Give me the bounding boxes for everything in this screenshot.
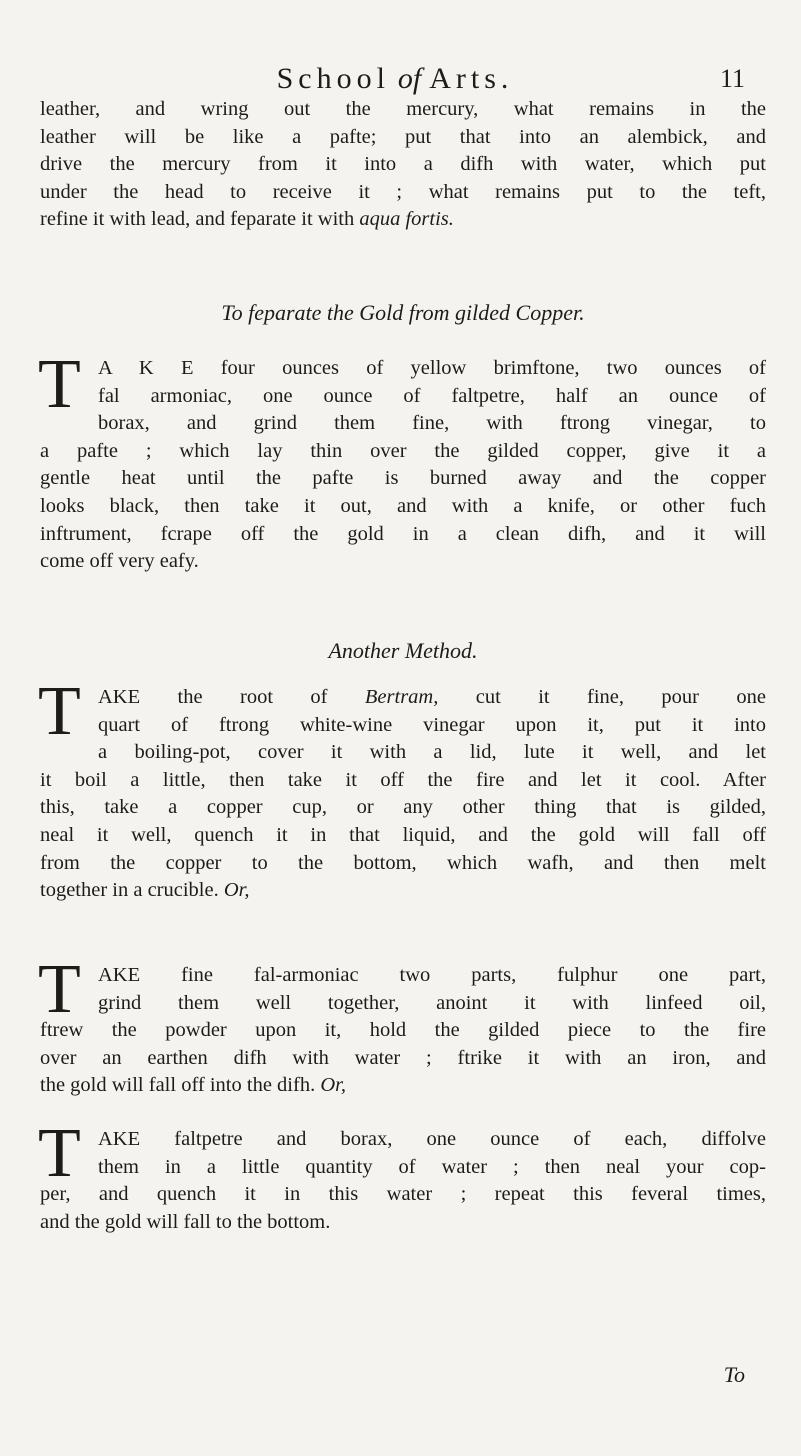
text-line: [40, 206, 766, 234]
text-line: A K E four ounces of yellow brimftone, two ounces of: [98, 357, 766, 379]
drop-cap: T: [38, 346, 81, 423]
running-head-school: School: [276, 62, 390, 95]
text-line: a pafte ; which lay thin over the gilded copper, give it a: [40, 439, 766, 462]
paragraph-2: [38, 673, 766, 905]
text-line: over an earthen difh with water ; ftrike it with an iron, and: [40, 1046, 766, 1069]
paragraph-1: [38, 346, 766, 576]
catchword: To: [723, 1362, 745, 1387]
text-line: AKE faltpetre and borax, one ounce of each, diffolve: [98, 1128, 766, 1150]
page-number: 11: [719, 64, 745, 93]
text-line: [40, 877, 766, 905]
text-fragment: together in a crucible.: [40, 879, 224, 902]
text-fragment: the gold will fall off into the difh.: [40, 1074, 321, 1097]
text-italic-fragment: Or,: [223, 879, 250, 902]
text-line: per, and quench it in this water ; repeat this feveral times,: [40, 1183, 766, 1206]
text-line: from the copper to the bottom, which wafh, and then melt: [40, 851, 766, 874]
text-italic-fragment: Bertram,: [364, 686, 439, 708]
paragraph-4: [38, 1115, 766, 1236]
text-line: under the head to receive it ; what remains put to the teft,: [40, 180, 766, 203]
drop-cap: T: [38, 673, 81, 750]
text-line: quart of ftrong white-wine vinegar upon it, put it into: [98, 713, 766, 736]
text-line: leather, and wring out the mercury, what remains in the: [40, 98, 766, 120]
running-head-arts: Arts.: [429, 62, 514, 95]
text-line: drive the mercury from it into a difh with water, which put: [40, 153, 766, 176]
text-line: it boil a little, then take it off the fire and let it cool. After: [40, 768, 766, 791]
intro-paragraph: [40, 96, 766, 234]
text-fragment: refine it with lead, and feparate it with: [40, 208, 360, 231]
text-line: neal it well, quench it in that liquid, and the gold will fall off: [40, 823, 766, 846]
text-line: inftrument, fcrape off the gold in a clean difh, and it will: [40, 522, 766, 545]
text-line: ftrew the powder upon it, hold the gilded piece to the fire: [40, 1019, 766, 1042]
text-italic-fragment: aqua fortis.: [359, 208, 454, 231]
text-italic-fragment: Or,: [320, 1074, 346, 1097]
text-line: looks black, then take it out, and with a knife, or other fuch: [40, 494, 766, 517]
section-heading: To feparate the Gold from gilded Copper.: [221, 300, 585, 325]
text-line: [40, 684, 766, 712]
running-head-of: of: [397, 62, 422, 95]
text-line: fal armoniac, one ounce of faltpetre, half an ounce of: [98, 384, 766, 407]
text-fragment: AKE the root of: [98, 686, 365, 708]
text-line: this, take a copper cup, or any other thing that is gilded,: [40, 796, 766, 819]
text-line: leather will be like a pafte; put that into an alembick, and: [40, 125, 766, 148]
text-line: gentle heat until the pafte is burned away and the copper: [40, 467, 766, 490]
text-line: borax, and grind them fine, with ftrong vinegar, to: [98, 412, 766, 435]
text-line: them in a little quantity of water ; then neal your cop-: [98, 1155, 766, 1178]
text-line: a boiling-pot, cover it with a lid, lute it well, and let: [98, 741, 766, 764]
text-line: grind them well together, anoint it with linfeed oil,: [98, 991, 766, 1014]
running-head: [160, 62, 630, 96]
text-line: and the gold will fall to the bottom.: [40, 1210, 331, 1233]
text-line: come off very eafy.: [40, 550, 199, 573]
section-heading: Another Method.: [328, 638, 478, 663]
drop-cap: T: [38, 951, 81, 1028]
drop-cap: T: [38, 1115, 81, 1192]
text-line: AKE fine fal-armoniac two parts, fulphur one part,: [98, 964, 766, 986]
paragraph-3: [38, 951, 766, 1100]
text-line: [40, 1072, 766, 1100]
text-fragment: cut it fine, pour one: [438, 686, 766, 708]
